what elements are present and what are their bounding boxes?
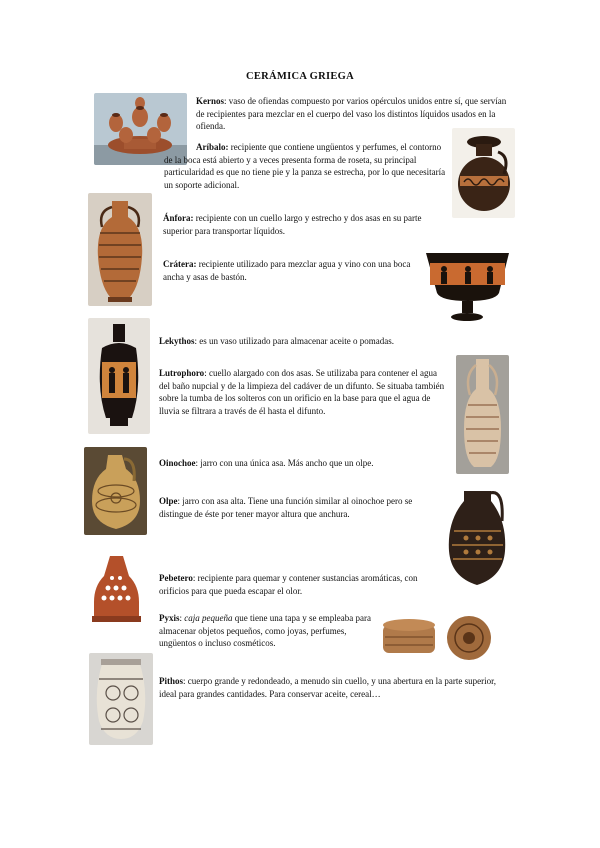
entry-aribalo: Aríbalo: recipiente que contiene ungüentos y perfumes, el contorno de la boca está abierto y a veces presenta forma de roseta, su principal particularidad es que no tiene pie y la panza se estrecha, por lo que necesitaría un soporte adicional. <box>164 142 446 190</box>
page-title: CERÁMICA GRIEGA <box>245 71 355 82</box>
entry-anfora: Ánfora: recipiente con un cuello largo y estrecho y dos asas en su parte superior para transportar líquidos. <box>163 213 422 236</box>
lutrophoro-photo <box>456 355 509 474</box>
term-cratera: Crátera: <box>163 259 197 269</box>
entry-pyxis: Pyxis: caja pequeña que tiene una tapa y se empleaba para almacenar objetos pequeños, como joyas, perfumes, ungüentos o incluso cosméticos. <box>159 613 371 649</box>
entry-cratera: Crátera: recipiente utilizado para mezclar agua y vino con una boca ancha y asas de bastón. <box>163 259 411 282</box>
cratera-photo <box>420 247 515 325</box>
term-pithos: Pithos <box>159 676 184 686</box>
oinochoe-photo <box>84 447 147 535</box>
entry-lekythos: Lekythos: es un vaso utilizado para almacenar aceite o pomadas. <box>159 336 394 346</box>
pithos-photo <box>89 653 153 745</box>
entry-oinochoe: Oinochoe: jarro con una única asa. Más ancho que un olpe. <box>159 458 374 468</box>
pyxis-emphasis: caja pequeña <box>184 613 233 623</box>
entry-olpe: Olpe: jarro con asa alta. Tiene una función similar al oinochoe pero se distingue de éste por tener mayor altura que anchura. <box>159 496 413 519</box>
term-pebetero: Pebetero <box>159 573 193 583</box>
olpe-photo <box>446 485 509 591</box>
entry-lutrophoro: Lutrophoro: cuello alargado con dos asas. Se utilizaba para contener el agua del baño nupcial y de la limpieza del cadáver de un difunto. Se situaba también sobre la tumba de los solteros con un orificio en la base para que el agua de lluvia se filtrara a través de él hasta el difunto. <box>159 368 445 416</box>
term-aribalo: Aríbalo: <box>196 142 229 152</box>
entry-pebetero: Pebetero: recipiente para quemar y contener sustancias aromáticas, con orificios para que pueda escapar el olor. <box>159 573 418 596</box>
term-oinochoe: Oinochoe <box>159 458 196 468</box>
term-anfora: Ánfora: <box>163 213 194 223</box>
term-olpe: Olpe <box>159 496 178 506</box>
pyxis-photo <box>379 613 497 663</box>
term-lutrophoro: Lutrophoro <box>159 368 205 378</box>
term-pyxis: Pyxis <box>159 613 180 623</box>
lekythos-photo <box>88 318 150 434</box>
aribalo-photo <box>452 128 515 218</box>
entry-kernos: Kernos: vaso de ofiendas compuesto por varios opérculos unidos entre sí, que servían de recipientes para mezclar en el cuerpo del vaso los distintos líquidos usados en la ofienda. <box>196 96 507 132</box>
term-kernos: Kernos <box>196 96 224 106</box>
pebetero-photo <box>88 550 145 628</box>
anfora-photo <box>88 193 152 306</box>
entry-pithos: Pithos: cuerpo grande y redondeado, a menudo sin cuello, y una abertura en la parte superior, ideal para grandes cantidades. Para conservar aceite, cereal… <box>159 676 497 699</box>
term-lekythos: Lekythos <box>159 336 195 346</box>
